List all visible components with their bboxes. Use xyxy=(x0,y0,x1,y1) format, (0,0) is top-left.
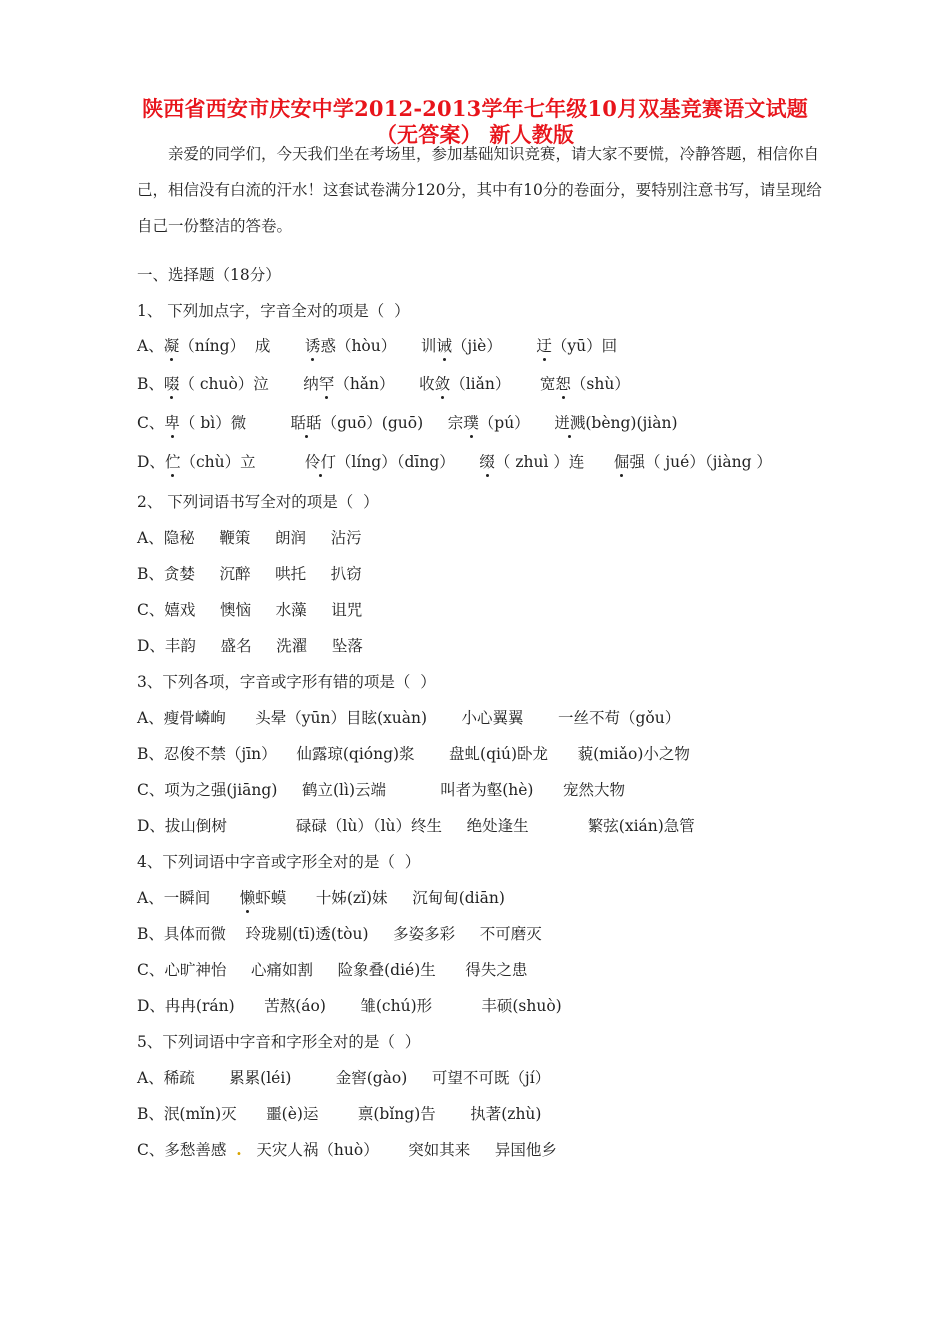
dotted-char: 迂 xyxy=(536,334,552,356)
dotted-char: 倔 xyxy=(614,450,630,472)
option-text: （yū）回 xyxy=(551,337,618,355)
q1-option-c xyxy=(137,411,678,433)
q5-option-c xyxy=(137,1138,557,1160)
dotted-char: 迸溅 xyxy=(554,411,585,433)
dotted-char: 诫 xyxy=(436,334,452,356)
option-text: (bèng)(jiàn) xyxy=(585,414,678,432)
dotted-char: 敛 xyxy=(435,372,451,394)
dotted-char: 罕 xyxy=(319,372,335,394)
option-text: B、具体而微 玲珑剔(tī)透(tòu) 多姿多彩 不可 xyxy=(137,925,511,943)
option-text: 强（ jué）（jiàng ） xyxy=(629,453,772,471)
q2-option-b: B、贪婪 沉醉 哄托 扒窃 xyxy=(137,565,362,583)
option-text: （liǎn） 宽 xyxy=(450,375,556,393)
dotted-char: 卑 xyxy=(164,411,180,433)
intro-paragraph xyxy=(137,136,827,244)
q4-option-c: C、心旷神怡 心痛如割 险象叠(dié)生 得失之患 xyxy=(137,961,528,979)
dotted-char: 伶仃 xyxy=(305,450,336,472)
q2-option-a: A、隐秘 鞭策 朗润 沾污 xyxy=(137,529,362,547)
q2-option-c: C、嬉戏 懊恼 水藻 诅咒 xyxy=(137,601,363,619)
option-text: （ bì）微 xyxy=(179,414,291,432)
option-label: A、 xyxy=(137,337,164,355)
dotted-char: 缀 xyxy=(479,450,495,472)
q5-option-b: B、泯(mǐn)灭 噩(è)运 禀(bǐng)告 执著(zhù) xyxy=(137,1105,542,1123)
dotted-char: 啜 xyxy=(164,372,180,394)
option-text: （pú） xyxy=(478,414,555,432)
option-text: A、一瞬间 xyxy=(137,889,240,907)
q1-option-b xyxy=(137,372,630,394)
option-text: 磨灭 xyxy=(510,925,542,943)
option-text: （shù） xyxy=(570,375,630,393)
document-title-line2: （无答案） 新人教版 xyxy=(375,122,575,147)
option-text: 虾蟆 十姊(zǐ)妹 沉甸甸(diān) xyxy=(255,889,505,907)
q3-option-b: B、忍俊不禁（jīn） 仙露琼(qióng)浆 盘虬(qiú)卧龙 藐(miǎo)小之物 xyxy=(137,745,690,763)
q1-stem: 1、 下列加点字，字音全对的项是（ ） xyxy=(137,302,410,320)
section-heading: 一、选择题（18分） xyxy=(137,266,281,284)
option-text: 惑（hòu） 训 xyxy=(320,337,437,355)
option-text: C、多愁善感 xyxy=(137,1141,237,1159)
option-label: C、 xyxy=(137,414,165,432)
option-text: （jiè） xyxy=(451,337,537,355)
option-text: （líng）（dīng） xyxy=(335,453,480,471)
q4-option-b xyxy=(137,922,542,944)
q5-option-a: A、稀疏 累累(léi) 金窖(gào) 可望不可既（jí） xyxy=(137,1069,551,1087)
intro-text: 亲爱的同学们，今天我们坐在考场里，参加基础知识竞赛，请大家不要慌，冷静答题，相信你自己，相信没有白流的汗水！这套试卷满分120分，其中有10分的卷面分，要特别注意书写，请呈现给自己一份整洁的答卷。 xyxy=(137,145,822,235)
option-text: （hǎn） 收 xyxy=(334,375,435,393)
q1-option-d xyxy=(137,450,772,472)
q2-option-d: D、丰韵 盛名 洗濯 坠落 xyxy=(137,637,363,655)
dotted-char: 诱 xyxy=(305,334,321,356)
dotted-char: 懒 xyxy=(240,886,256,908)
option-text: （ zhuì ）连 xyxy=(494,453,614,471)
q5-stem: 5、下列词语中字音和字形全对的是（ ） xyxy=(137,1033,421,1051)
option-text: （chù）立 xyxy=(180,453,305,471)
q4-stem: 4、下列词语中字音或字形全对的是（ ） xyxy=(137,853,421,871)
dotted-char: 伫 xyxy=(165,450,181,472)
q4-option-a xyxy=(137,886,505,908)
dotted-char: 凝 xyxy=(164,334,180,356)
q3-option-d: D、拔山倒树 碌碌（lù）（lù）终生 绝处逢生 繁弦(xián)急管 xyxy=(137,817,695,835)
option-text: 天灾人祸（huò） 突如其来 异国他乡 xyxy=(241,1141,557,1159)
q3-option-a: A、瘦骨嶙峋 头晕（yūn）目眩(xuàn) 小心翼翼 一丝不苟（gǒu） xyxy=(137,709,681,727)
option-label: D、 xyxy=(137,453,165,471)
q3-option-c: C、项为之强(jiāng) 鹤立(lì)云端 叫者为壑(hè) 宠然大物 xyxy=(137,781,626,799)
option-text: （guō）(guō) 宗 xyxy=(321,414,464,432)
q3-stem: 3、下列各项，字音或字形有错的项是（ ） xyxy=(137,673,436,691)
q1-option-a xyxy=(137,334,617,356)
yellow-mark: . xyxy=(236,1140,242,1159)
dotted-char: 璞 xyxy=(463,411,479,433)
dotted-char: 恕 xyxy=(555,372,571,394)
option-text: （níng） 成 xyxy=(179,337,305,355)
q4-option-d: D、冉冉(rán) 苦熬(áo) 雏(chú)形 丰硕(shuò) xyxy=(137,997,562,1015)
q2-stem: 2、 下列词语书写全对的项是（ ） xyxy=(137,493,379,511)
option-text: （ chuò）泣 纳 xyxy=(179,375,319,393)
option-label: B、 xyxy=(137,375,164,393)
document-title-line1: 陕西省西安市庆安中学2012-2013学年七年级10月双基竞赛语文试题 xyxy=(142,96,808,121)
dotted-char: 聒聒 xyxy=(291,411,322,433)
